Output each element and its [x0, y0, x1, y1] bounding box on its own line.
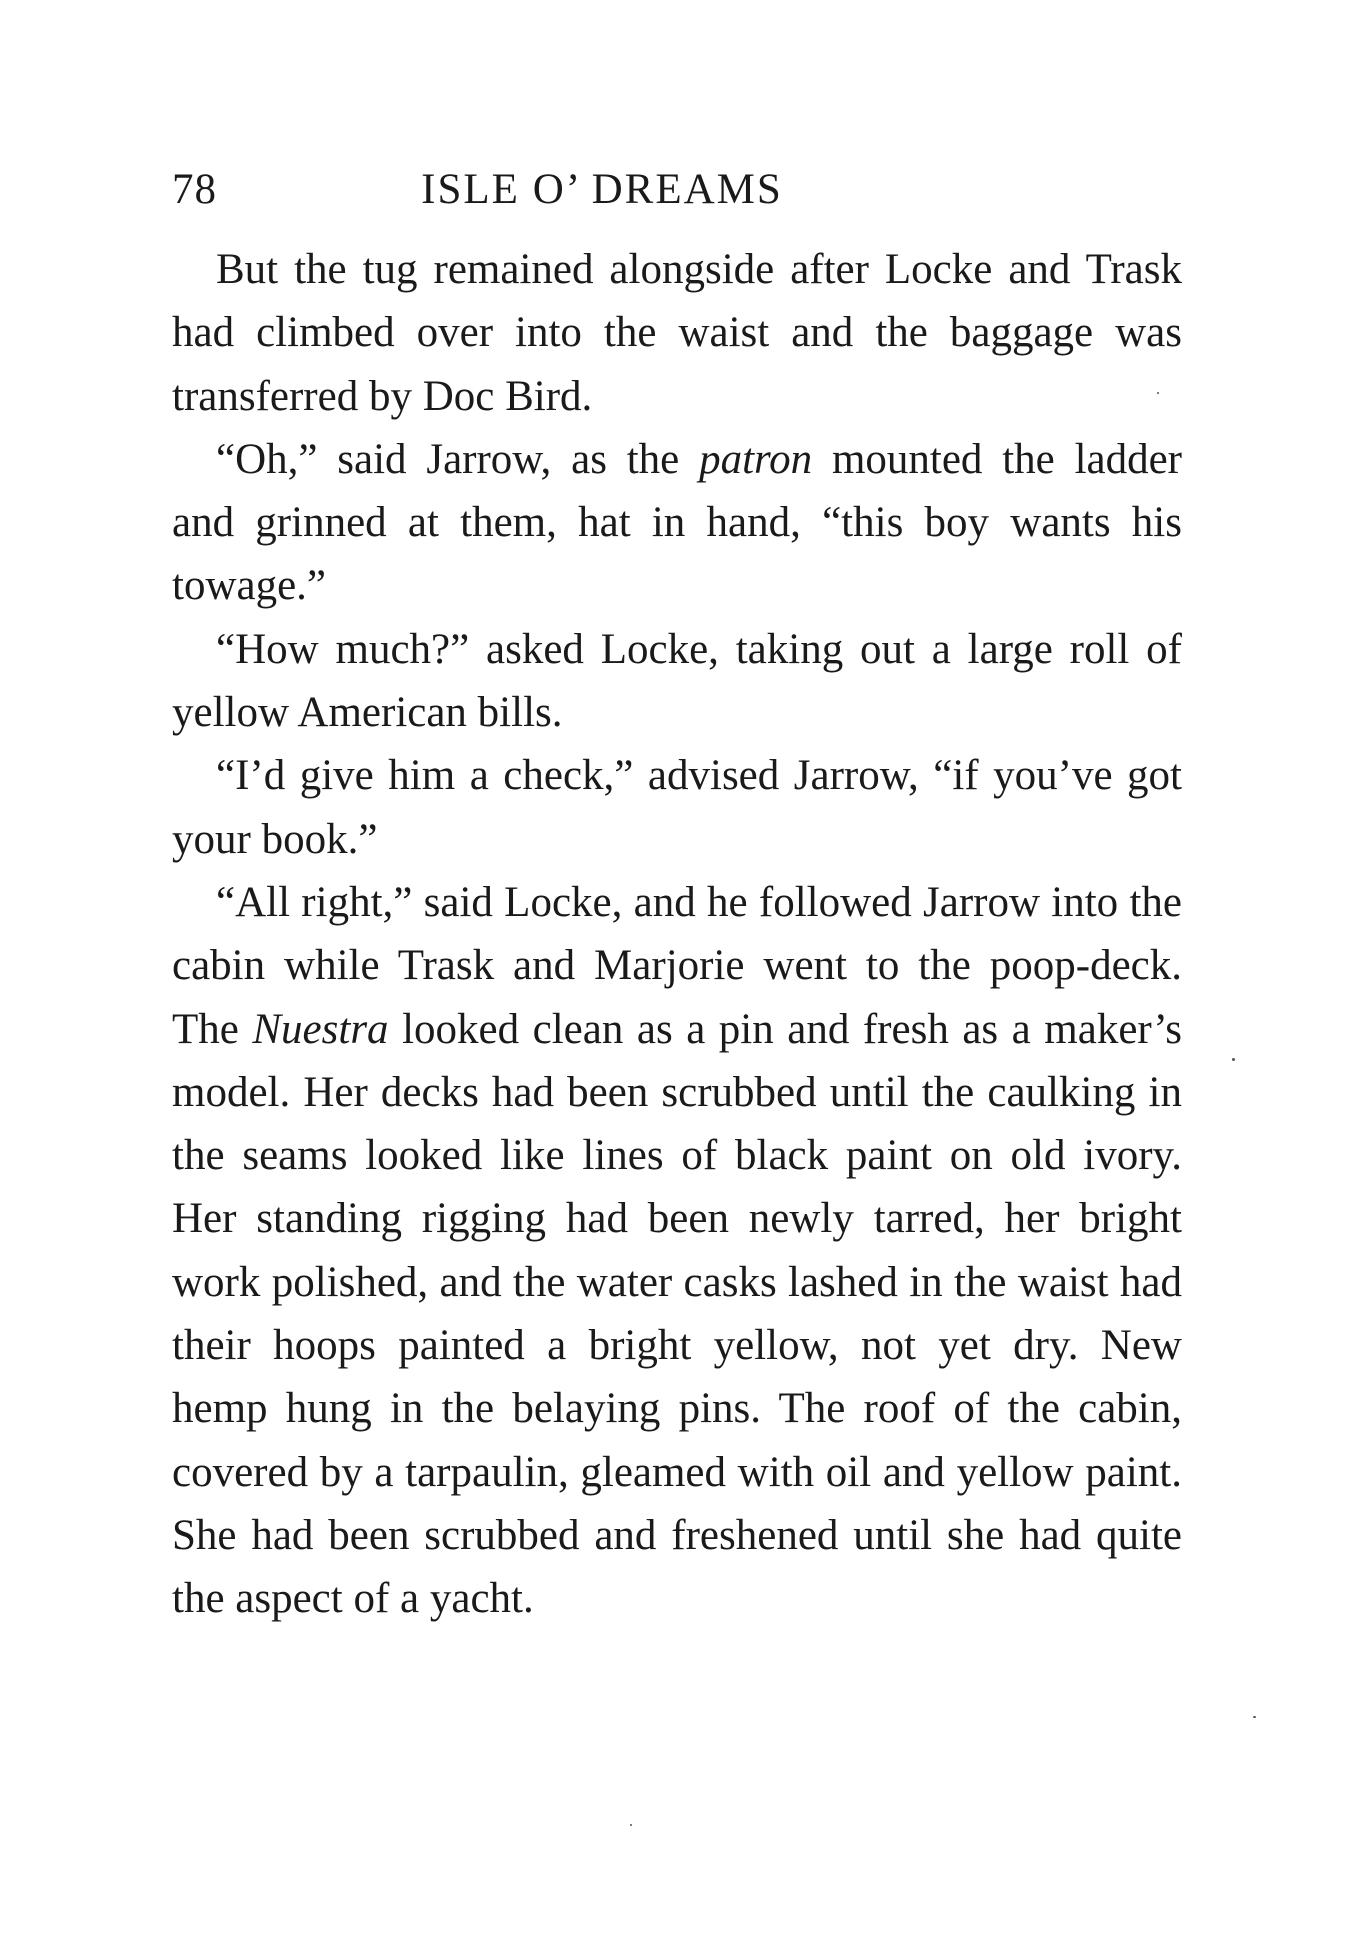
italic-word-patron: patron — [699, 435, 813, 483]
paragraph-2-text-after: mounted the ladder and grinned at them, hat in hand, “this boy wants his towage.” — [172, 435, 1183, 610]
paragraph-1: But the tug remained alongside after Locke and Trask had climbed over into the waist and the baggage was transferred by Doc Bird. — [172, 246, 1182, 420]
paper-speck — [630, 1824, 632, 1826]
paragraph-5-text-after: looked clean as a pin and fresh as a maker’s model. Her decks had been scrubbed until the caulking in the seams looked like lines of black paint on old ivory. Her standing rigging had been newly tarred, her bright work polished, and the water casks lashed in the waist had their hoops painted a bright yellow, not yet dry. New hemp hung in the belaying pins. The roof of the cabin, covered by a tarpaulin, gleamed with oil and yellow paint. She had been scrubbed and freshened until she had quite the aspect of a yacht. — [172, 1005, 1182, 1623]
paragraph-3: “How much?” asked Locke, taking out a large roll of yellow American bills. — [172, 625, 1182, 737]
paper-speck — [1253, 1716, 1256, 1718]
running-head — [172, 160, 1182, 220]
page-number: 78 — [172, 166, 217, 213]
paper-speck — [1157, 392, 1159, 394]
paper-speck — [1232, 1058, 1235, 1061]
italic-word-nuestra: Nuestra — [252, 1005, 389, 1053]
paragraph-5 — [172, 871, 1182, 1631]
paragraph-2-text-before: “Oh,” said Jarrow, as the — [216, 435, 700, 483]
paragraph-5-text-before: “All right,” said Locke, and he followed Jarrow into the cabin while Trask and Marjorie went to the poop-deck. The — [172, 878, 1182, 1053]
paragraph-2 — [172, 428, 1182, 618]
running-title: ISLE O’ DREAMS — [421, 166, 783, 213]
text-block — [172, 238, 1182, 1631]
paragraph-4: “I’d give him a check,” advised Jarrow, “if you’ve got your book.” — [172, 752, 1182, 863]
